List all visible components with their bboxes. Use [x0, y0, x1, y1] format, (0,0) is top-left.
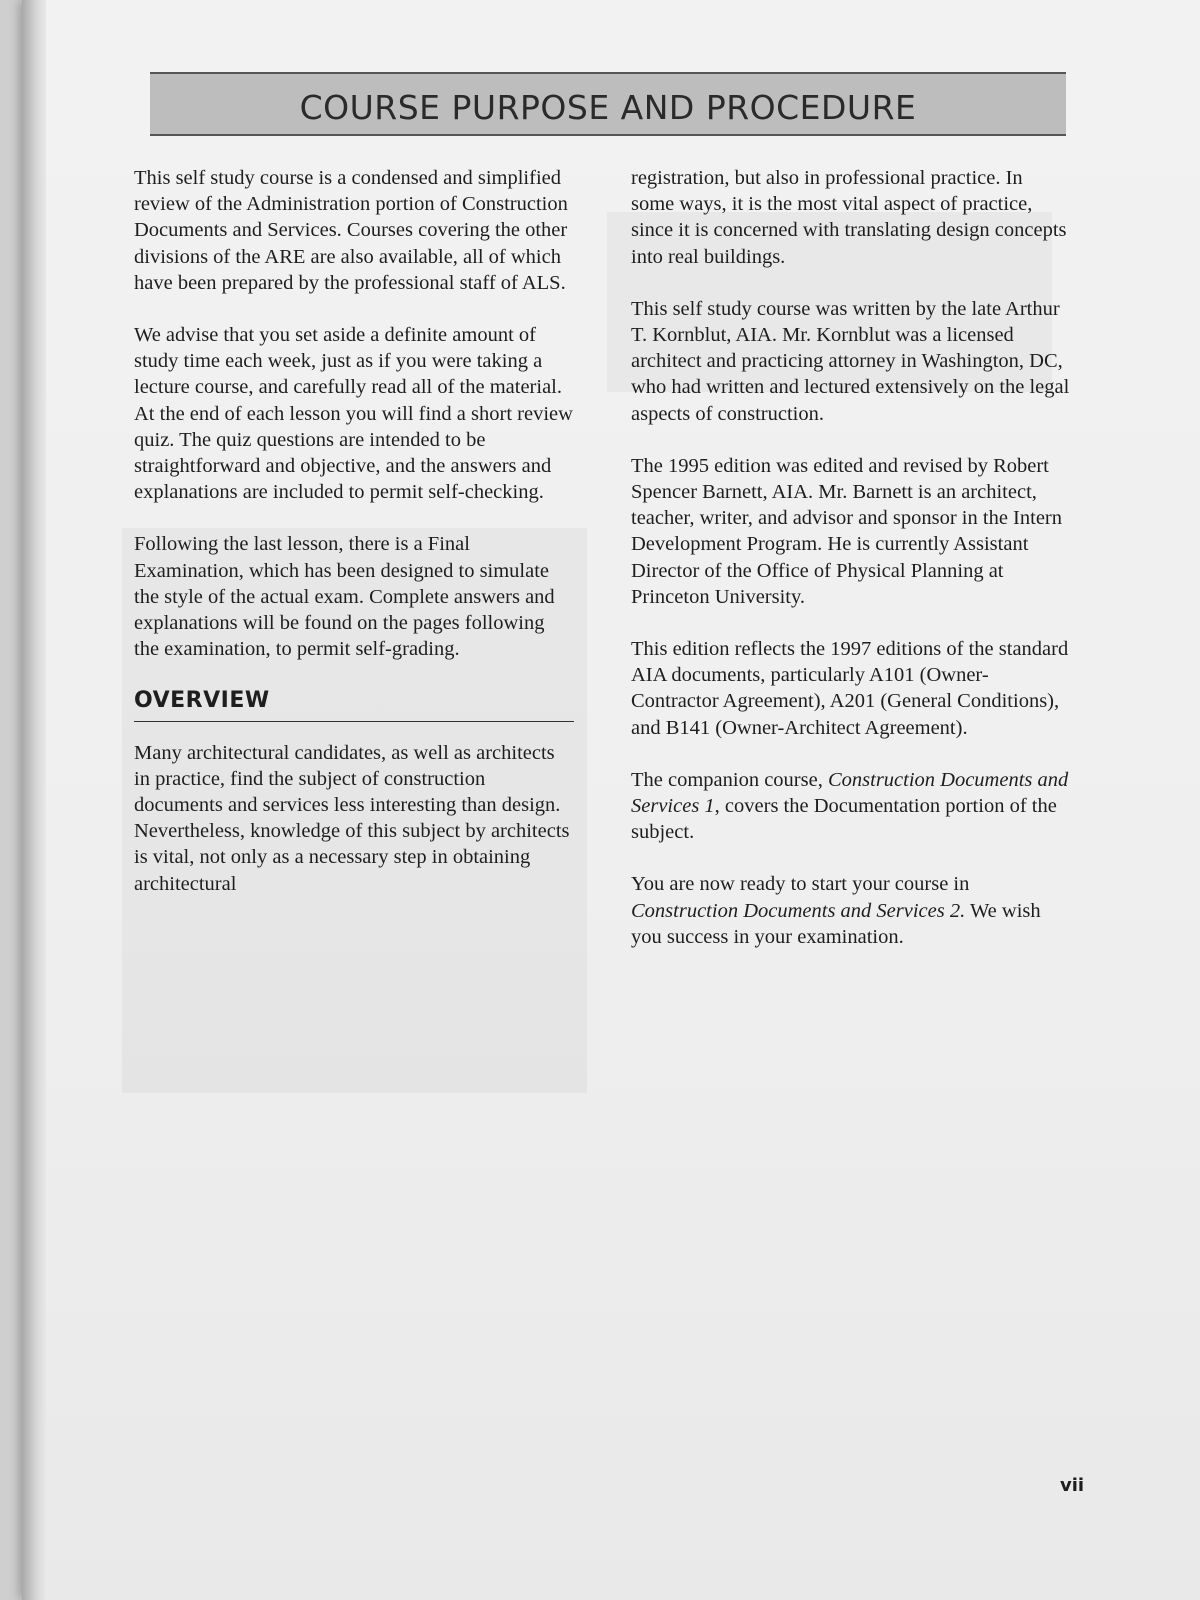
- course-title: Construction Documents and Services 2.: [631, 899, 966, 922]
- page-number: vii: [1060, 1475, 1085, 1496]
- registration-paragraph: registration, but also in professional practice. In some ways, it is the most vital aspect of practice, since it is concerned with translating design concepts into real buildings.: [631, 167, 1067, 268]
- intro-paragraph: This self study course is a condensed and simplified review of the Administration portion of Construction Documents and Services. Courses covering the other divisions of the ARE are also available, all of which have been prepared by the professional staff of ALS.: [134, 167, 568, 294]
- overview-heading: OVERVIEW: [134, 688, 574, 721]
- companion-text-after: , covers the Documentation portion of the subject.: [631, 795, 1057, 844]
- left-column: [134, 165, 574, 923]
- overview-paragraph: Many architectural candidates, as well as architects in practice, find the subject of construction documents and services less interesting than design. Nevertheless, knowledge of this subject by architects is vital, not only as a necessary step in obtaining architectural: [134, 741, 570, 895]
- edition-paragraph: This edition reflects the 1997 editions of the standard AIA documents, particularly A101 (Owner-Contractor Agreement), A201 (General Conditions), and B141 (Owner-Architect Agreement).: [631, 638, 1069, 739]
- closing-text-before: You are now ready to start your course in: [631, 873, 970, 896]
- right-column: [631, 165, 1071, 976]
- editor-paragraph: The 1995 edition was edited and revised by Robert Spencer Barnett, AIA. Mr. Barnett is an architect, teacher, writer, and advisor and sponsor in the Intern Development Program. He is currently Assistant Director of the Office of Physical Planning at Princeton University.: [631, 454, 1062, 608]
- closing-text-after: We wish you success in your examination.: [631, 899, 1041, 948]
- page-spine-shadow: [22, 0, 46, 1600]
- companion-text-before: The companion course,: [631, 768, 828, 791]
- companion-paragraph: [631, 767, 1071, 846]
- final-exam-paragraph: Following the last lesson, there is a Final Examination, which has been designed to simulate the style of the actual exam. Complete answers and explanations will be found on the pages following the examination, to permit self-grading.: [134, 533, 555, 661]
- title-banner: [150, 72, 1066, 136]
- companion-course-title: Construction Documents and Services 1: [631, 768, 1069, 818]
- book-page: [22, 0, 1200, 1600]
- closing-paragraph: [631, 871, 1071, 950]
- author-paragraph: This self study course was written by the late Arthur T. Kornblut, AIA. Mr. Kornblut was a licensed architect and practicing attorney in Washington, DC, who had written and lectured extensively on the legal aspects of construction.: [631, 297, 1070, 425]
- study-advice-paragraph: We advise that you set aside a definite amount of study time each week, just as if you were taking a lecture course, and carefully read all of the material. At the end of each lesson you will find a short review quiz. The quiz questions are intended to be straightforward and objective, and the answers and explanations are included to permit self-checking.: [134, 324, 573, 504]
- page-title: COURSE PURPOSE AND PROCEDURE: [299, 87, 917, 127]
